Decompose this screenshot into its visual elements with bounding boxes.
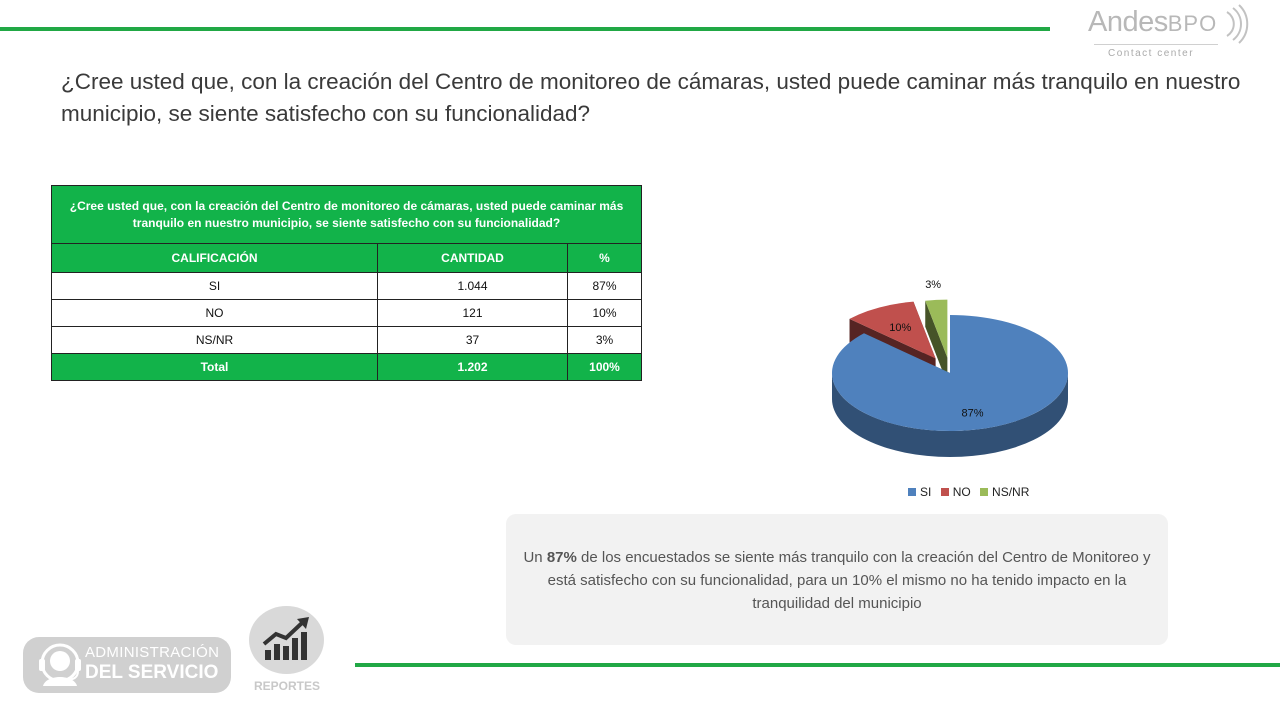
summary-text bbox=[522, 546, 1152, 615]
logo-divider bbox=[1094, 44, 1218, 45]
table-row bbox=[52, 273, 642, 300]
legend-swatch-si bbox=[908, 488, 916, 496]
legend-label-no: NO bbox=[952, 485, 971, 499]
reportes-badge bbox=[249, 606, 324, 674]
table-header-row bbox=[52, 244, 642, 273]
logo-name-part2: BPO bbox=[1167, 11, 1218, 36]
admin-label-line2: DEL SERVICIO bbox=[85, 662, 219, 683]
row-count: 37 bbox=[378, 327, 568, 354]
reportes-label: REPORTES bbox=[253, 679, 320, 693]
growth-chart-icon bbox=[261, 616, 313, 662]
table-total-row bbox=[52, 354, 642, 381]
signal-waves-icon bbox=[1223, 4, 1253, 44]
legend-item-si bbox=[908, 485, 931, 499]
pie-data-label: 87% bbox=[961, 407, 984, 420]
summary-highlight: 87% bbox=[546, 549, 577, 566]
row-percent: 3% bbox=[568, 327, 642, 354]
summary-before: Un bbox=[523, 549, 547, 566]
page-title: ¿Cree usted que, con la creación del Centro de monitoreo de cámaras, usted puede caminar más tranquilo en nuestro municipio, se siente satisfecho con su funcionalidad? bbox=[61, 69, 1241, 126]
row-count: 1.044 bbox=[378, 273, 568, 300]
row-count: 121 bbox=[378, 300, 568, 327]
pie-data-label: 3% bbox=[925, 278, 942, 291]
table-question: ¿Cree usted que, con la creación del Centro de monitoreo de cámaras, usted puede caminar más tranquilo en nuestro municipio, se siente satisfecho con su funcionalidad? bbox=[52, 186, 642, 244]
admin-servicio-badge bbox=[23, 637, 231, 693]
legend-swatch-no bbox=[941, 488, 949, 496]
logo-name-part1: Andes bbox=[1088, 6, 1168, 38]
pie-data-label: 10% bbox=[889, 322, 912, 335]
row-label: SI bbox=[52, 273, 378, 300]
top-green-bar bbox=[0, 27, 1050, 31]
results-table bbox=[51, 185, 642, 381]
header-cantidad: CANTIDAD bbox=[378, 244, 568, 273]
logo-wordmark bbox=[1088, 6, 1217, 39]
table-question-row bbox=[52, 186, 642, 244]
headset-agent-icon bbox=[38, 642, 82, 688]
legend-item-nsnr bbox=[980, 485, 1029, 499]
row-label: NO bbox=[52, 300, 378, 327]
summary-note bbox=[506, 514, 1168, 645]
pie-chart bbox=[800, 255, 1100, 475]
row-percent: 10% bbox=[568, 300, 642, 327]
total-count: 1.202 bbox=[378, 354, 568, 381]
header-percent: % bbox=[568, 244, 642, 273]
admin-label-line1: ADMINISTRACIÓN bbox=[85, 644, 220, 661]
andesbpo-logo bbox=[1086, 4, 1266, 64]
legend-swatch-nsnr bbox=[980, 488, 988, 496]
summary-after: de los encuestados se siente más tranquilo con la creación del Centro de Monitoreo y está satisfecho con su funcionalidad, para un 10% el mismo no ha tenido impacto en la tranquilidad del municipio bbox=[547, 549, 1151, 612]
row-percent: 87% bbox=[568, 273, 642, 300]
legend-label-si: SI bbox=[920, 485, 932, 499]
total-label: Total bbox=[52, 354, 378, 381]
logo-tagline: Contact center bbox=[1108, 48, 1195, 59]
legend-item-no bbox=[941, 485, 971, 499]
header-calificacion: CALIFICACIÓN bbox=[52, 244, 378, 273]
legend-label-nsnr: NS/NR bbox=[992, 485, 1030, 499]
row-label: NS/NR bbox=[52, 327, 378, 354]
bottom-green-bar bbox=[355, 663, 1280, 667]
table-row bbox=[52, 300, 642, 327]
chart-legend bbox=[908, 485, 1035, 499]
total-percent: 100% bbox=[568, 354, 642, 381]
table-row bbox=[52, 327, 642, 354]
